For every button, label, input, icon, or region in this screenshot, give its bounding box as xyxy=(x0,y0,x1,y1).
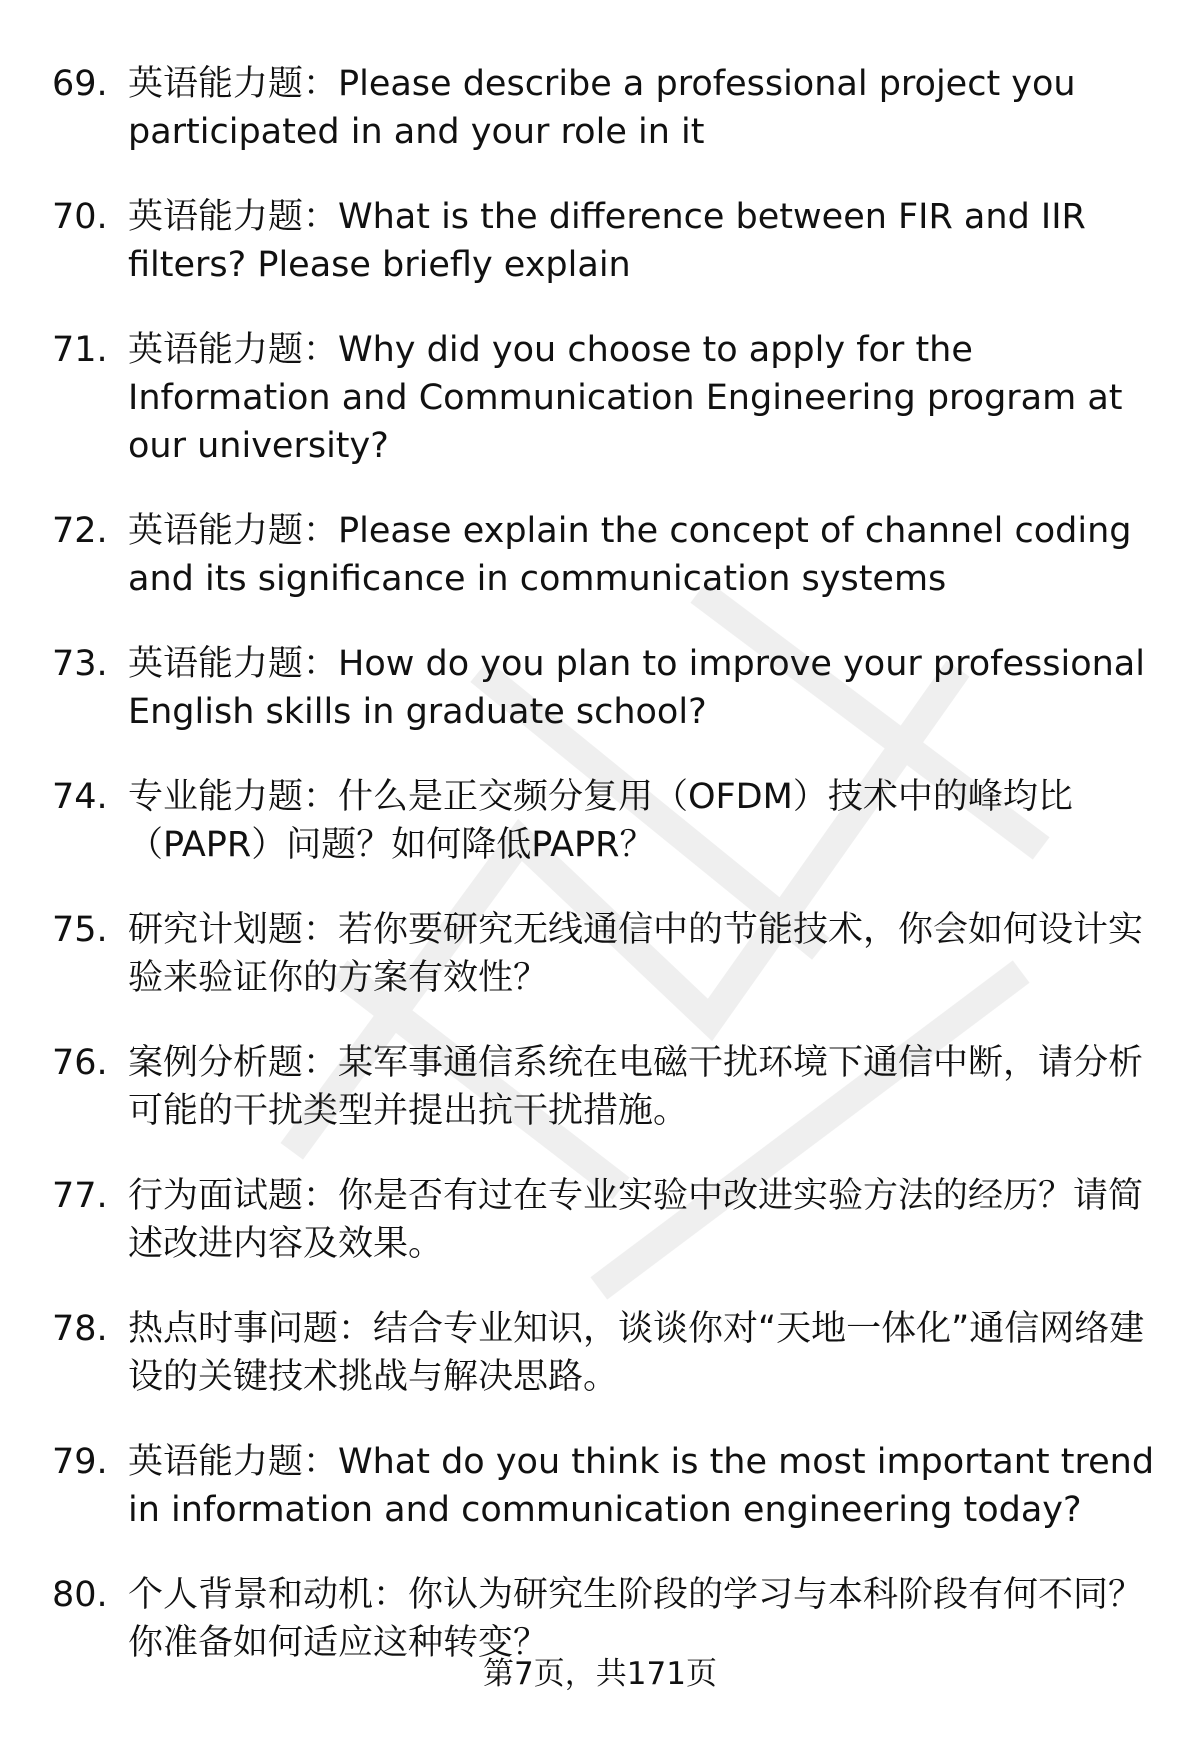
question-text: 英语能力题：Why did you choose to apply for the Information and Communication Engineering program at our university? xyxy=(128,330,1123,466)
question-item xyxy=(52,60,1162,156)
question-text: 英语能力题：Please explain the concept of channel coding and its significance in communication systems xyxy=(128,511,1132,599)
question-item xyxy=(52,1039,1162,1135)
question-number: 80. xyxy=(52,1575,108,1615)
question-text: 英语能力题：How do you plan to improve your professional English skills in graduate school? xyxy=(128,644,1145,732)
question-number: 74. xyxy=(52,777,108,817)
question-item xyxy=(52,906,1162,1002)
question-item xyxy=(52,193,1162,289)
question-number: 70. xyxy=(52,197,108,237)
question-text: 英语能力题：What do you think is the most important trend in information and communication engineering today? xyxy=(128,1442,1155,1530)
question-text: 研究计划题：若你要研究无线通信中的节能技术，你会如何设计实验来验证你的方案有效性？ xyxy=(128,910,1144,998)
question-text: 个人背景和动机：你认为研究生阶段的学习与本科阶段有何不同？你准备如何适应这种转变？ xyxy=(128,1575,1144,1663)
question-text: 案例分析题：某军事通信系统在电磁干扰环境下通信中断，请分析可能的干扰类型并提出抗干扰措施。 xyxy=(128,1043,1144,1131)
question-item xyxy=(52,1305,1162,1401)
question-number: 69. xyxy=(52,64,108,104)
question-list xyxy=(52,60,1162,1704)
question-text: 专业能力题：什么是正交频分复用（OFDM）技术中的峰均比（PAPR）问题？如何降低PAPR？ xyxy=(128,777,1073,865)
question-number: 71. xyxy=(52,330,108,370)
question-number: 77. xyxy=(52,1176,108,1216)
question-number: 73. xyxy=(52,644,108,684)
question-text: 热点时事问题：结合专业知识，谈谈你对“天地一体化”通信网络建设的关键技术挑战与解决思路。 xyxy=(128,1309,1145,1397)
question-item xyxy=(52,326,1162,470)
question-item xyxy=(52,1172,1162,1268)
question-number: 76. xyxy=(52,1043,108,1083)
question-text: 英语能力题：What is the difference between FIR and IIR filters? Please briefly explain xyxy=(128,197,1086,285)
question-item xyxy=(52,507,1162,603)
question-item xyxy=(52,640,1162,736)
question-item xyxy=(52,773,1162,869)
question-item xyxy=(52,1438,1162,1534)
page-footer: 第7页，共171页 xyxy=(483,1656,717,1692)
question-number: 75. xyxy=(52,910,108,950)
question-text: 行为面试题：你是否有过在专业实验中改进实验方法的经历？请简述改进内容及效果。 xyxy=(128,1176,1144,1264)
question-number: 79. xyxy=(52,1442,108,1482)
question-number: 72. xyxy=(52,511,108,551)
question-text: 英语能力题：Please describe a professional project you participated in and your role in it xyxy=(128,64,1076,152)
question-number: 78. xyxy=(52,1309,108,1349)
